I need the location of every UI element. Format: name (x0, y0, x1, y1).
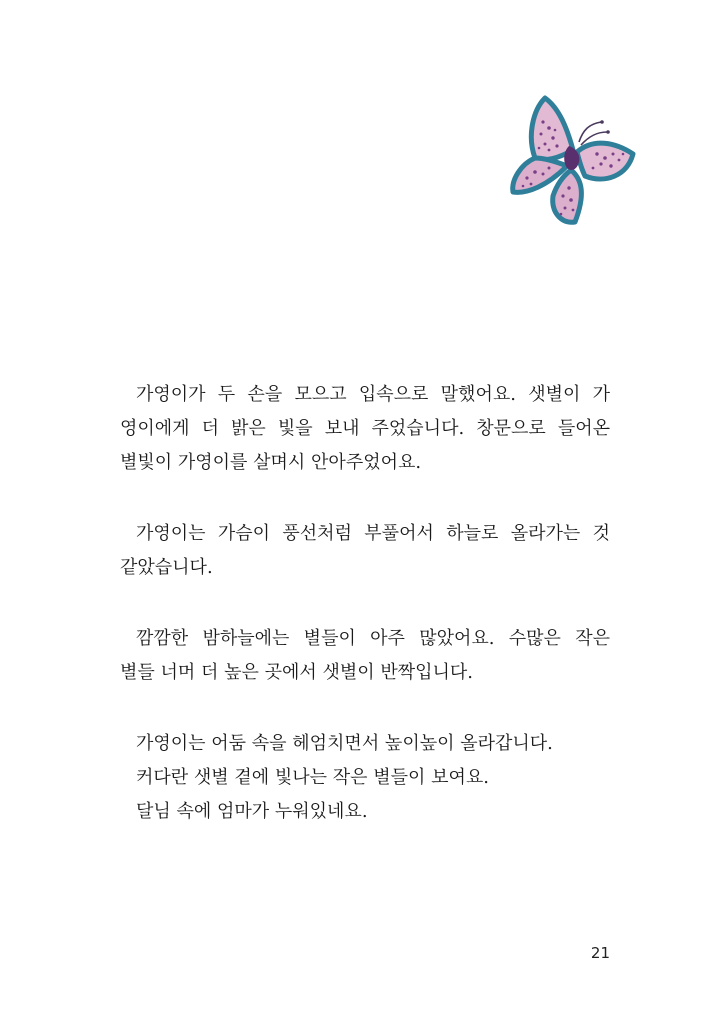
paragraph (120, 517, 610, 585)
paragraph (120, 378, 610, 480)
text-line: 별빛이 가영이를 살며시 안아주었어요. (120, 452, 422, 473)
text-line: 커다란 샛별 곁에 빛나는 작은 별들이 보여요. (136, 767, 490, 788)
paragraph (120, 727, 610, 829)
text-line: 달님 속에 엄마가 누워있네요. (136, 801, 368, 822)
paragraph (120, 622, 610, 690)
text-line: 가영이는 어둠 속을 헤엄치면서 높이높이 올라갑니다. (136, 733, 553, 754)
page-number: 21 (590, 944, 610, 962)
text-line: 영이에게 더 밝은 빛을 보내 주었습니다. 창문으로 들어온 (120, 418, 610, 439)
text-line: 가영이는 가슴이 풍선처럼 부풀어서 하늘로 올라가는 것 (136, 523, 610, 544)
butterfly-icon (505, 92, 639, 230)
text-line: 별들 너머 더 높은 곳에서 샛별이 반짝입니다. (120, 662, 474, 683)
text-line: 같았습니다. (120, 557, 213, 578)
text-line: 깜깜한 밤하늘에는 별들이 아주 많았어요. 수많은 작은 (136, 628, 610, 649)
text-line: 가영이가 두 손을 모으고 입속으로 말했어요. 샛별이 가 (136, 384, 610, 405)
story-text (120, 378, 610, 829)
